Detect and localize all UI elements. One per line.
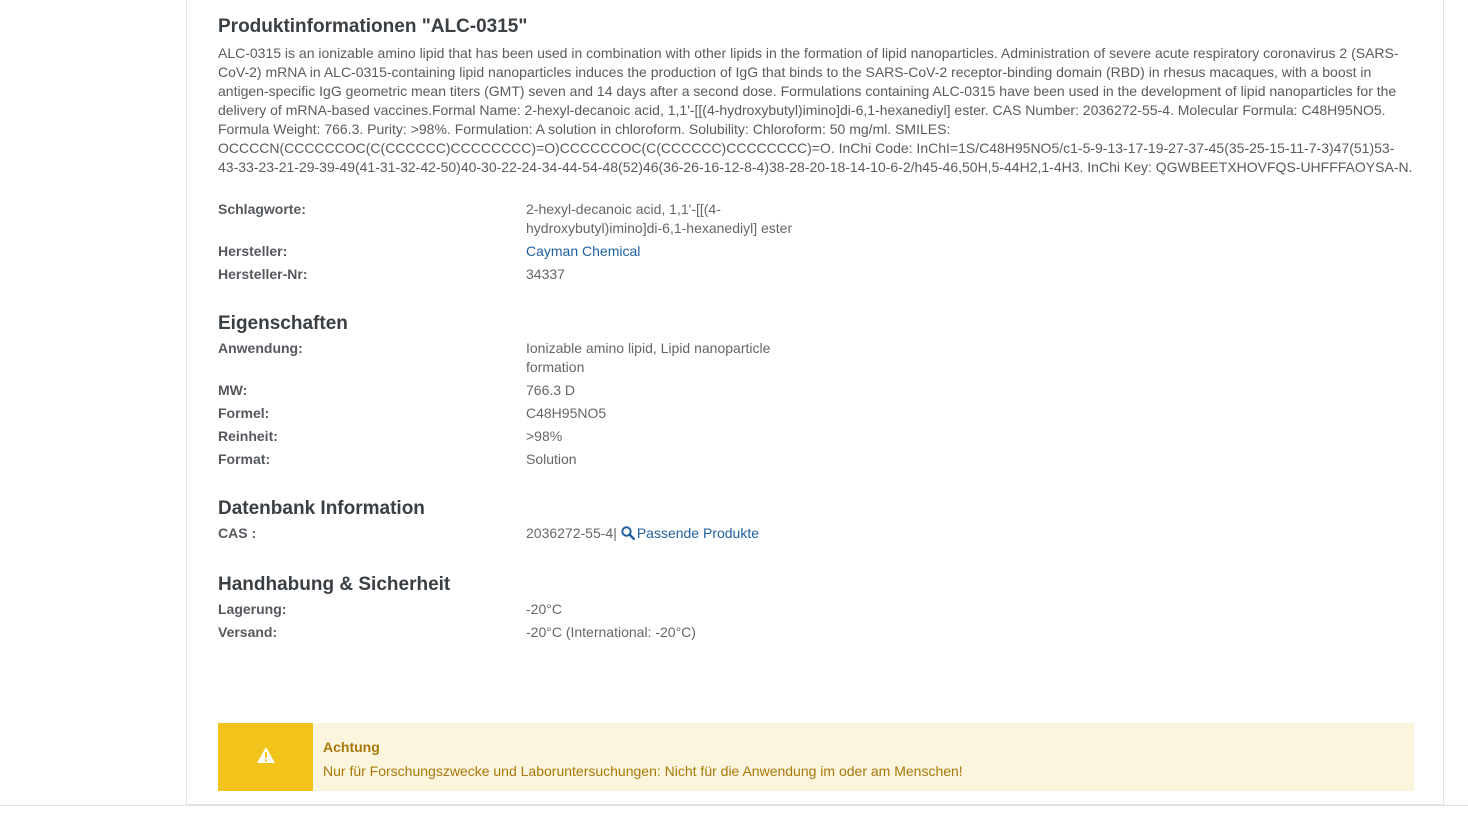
manufacturer-link[interactable]: Cayman Chemical xyxy=(526,243,641,259)
manufacturer-no-label: Hersteller-Nr: xyxy=(218,266,308,282)
database-heading: Datenbank Information xyxy=(218,498,425,519)
attribute-row-cas xyxy=(218,524,1414,545)
cas-value: 2036272-55-4 xyxy=(526,525,614,541)
attribute-row-manufacturer xyxy=(218,242,1414,261)
manufacturer-label: Hersteller: xyxy=(218,243,288,259)
attribute-row-keywords xyxy=(218,200,1414,238)
cas-label: CAS : xyxy=(218,525,257,541)
attribute-row-manufacturer-no xyxy=(218,265,1414,284)
application-value: Ionizable amino lipid, Lipid nanoparticle formation xyxy=(526,340,771,375)
formula-label: Formel: xyxy=(218,405,270,421)
attribute-row-mw xyxy=(218,381,1414,400)
formula-value: C48H95NO5 xyxy=(526,405,607,421)
attribute-row-application xyxy=(218,339,1414,377)
warning-alert xyxy=(218,723,1414,791)
alert-icon-box xyxy=(218,723,313,791)
alert-title: Achtung xyxy=(323,739,380,755)
manufacturer-no-value: 34337 xyxy=(526,266,565,282)
purity-label: Reinheit: xyxy=(218,428,278,444)
cas-separator: | xyxy=(613,525,617,541)
database-section xyxy=(218,496,1414,545)
attribute-row-format xyxy=(218,450,1414,469)
keywords-value: 2-hexyl-decanoic acid, 1,1'-[[(4-hydroxybutyl)imino]di-6,1-hexanediyl] ester xyxy=(526,201,793,236)
attribute-row-purity xyxy=(218,427,1414,446)
properties-heading: Eigenschaften xyxy=(218,313,348,334)
format-value: Solution xyxy=(526,451,577,467)
attribute-row-formula xyxy=(218,404,1414,423)
format-label: Format: xyxy=(218,451,271,467)
mw-label: MW: xyxy=(218,382,248,398)
shipping-value: -20°C (International: -20°C) xyxy=(526,624,696,640)
keywords-label: Schlagworte: xyxy=(218,201,306,217)
product-info-heading: Produktinformationen "ALC-0315" xyxy=(218,16,528,37)
handling-section xyxy=(218,572,1414,642)
properties-section xyxy=(218,311,1414,469)
application-label: Anwendung: xyxy=(218,340,303,356)
warning-icon xyxy=(256,746,276,769)
product-attributes xyxy=(218,200,1414,284)
attribute-row-shipping xyxy=(218,623,1414,642)
shipping-label: Versand: xyxy=(218,624,278,640)
purity-value: >98% xyxy=(526,428,563,444)
storage-label: Lagerung: xyxy=(218,601,287,617)
storage-value: -20°C xyxy=(526,601,562,617)
handling-heading: Handhabung & Sicherheit xyxy=(218,574,451,595)
attribute-row-storage xyxy=(218,600,1414,619)
product-description: ALC-0315 is an ionizable amino lipid that has been used in combination with other lipids in the formation of lipid nanoparticles. Administration of severe acute respiratory coronavirus 2 (SARS-CoV-2) mRNA in ALC-0315-containing lipid nanoparticles induces the production of IgG that binds to the SARS-CoV-2 receptor-binding domain (RBD) in rhesus macaques, with a boost in antigen-specific IgG geometric mean titers (GMT) seven and 14 days after a second dose. Formulations containing ALC-0315 have been used in the development of lipid nanoparticles for the delivery of mRNA-based vaccines.Formal Name: 2-hexyl-decanoic acid, 1,1'-[[(4-hydroxybutyl)imino]di-6,1-hexanediyl] ester. CAS Number: 2036272-55-4. Molecular Formula: C48H95NO5. Formula Weight: 766.3. Purity: >98%. Formulation: A solution in chloroform. Solubility: Chloroform: 50 mg/ml. SMILES: OCCCCN(CCCCCCOC(C(CCCCCC)CCCCCCCC)=O)CCCCCCOC(C(CCCCCC)CCCCCCCC)=O. InChi Code: InChI=1S/C48H95NO5/c1-5-9-13-17-19-27-37-45(35-25-15-11-7-3)47(51)53-43-33-23-21-29-39-49(41-31-32-42-50)40-30-22-24-34-44-54-48(52)46(36-26-16-12-8-4)38-28-20-18-14-10-6-2/h45-46,50H,5-44H2,1-4H3. InChi Key: QGWBEETXHOVFQS-UHFFFAOYSA-N. xyxy=(218,45,1413,175)
search-icon[interactable] xyxy=(621,526,635,545)
footer-divider xyxy=(0,805,1468,806)
matching-products-link[interactable]: Passende Produkte xyxy=(636,525,760,541)
product-details xyxy=(218,14,1414,646)
alert-text: Nur für Forschungszwecke und Laboruntersuchungen: Nicht für die Anwendung im oder am Menschen! xyxy=(323,763,963,779)
mw-value: 766.3 D xyxy=(526,382,576,398)
